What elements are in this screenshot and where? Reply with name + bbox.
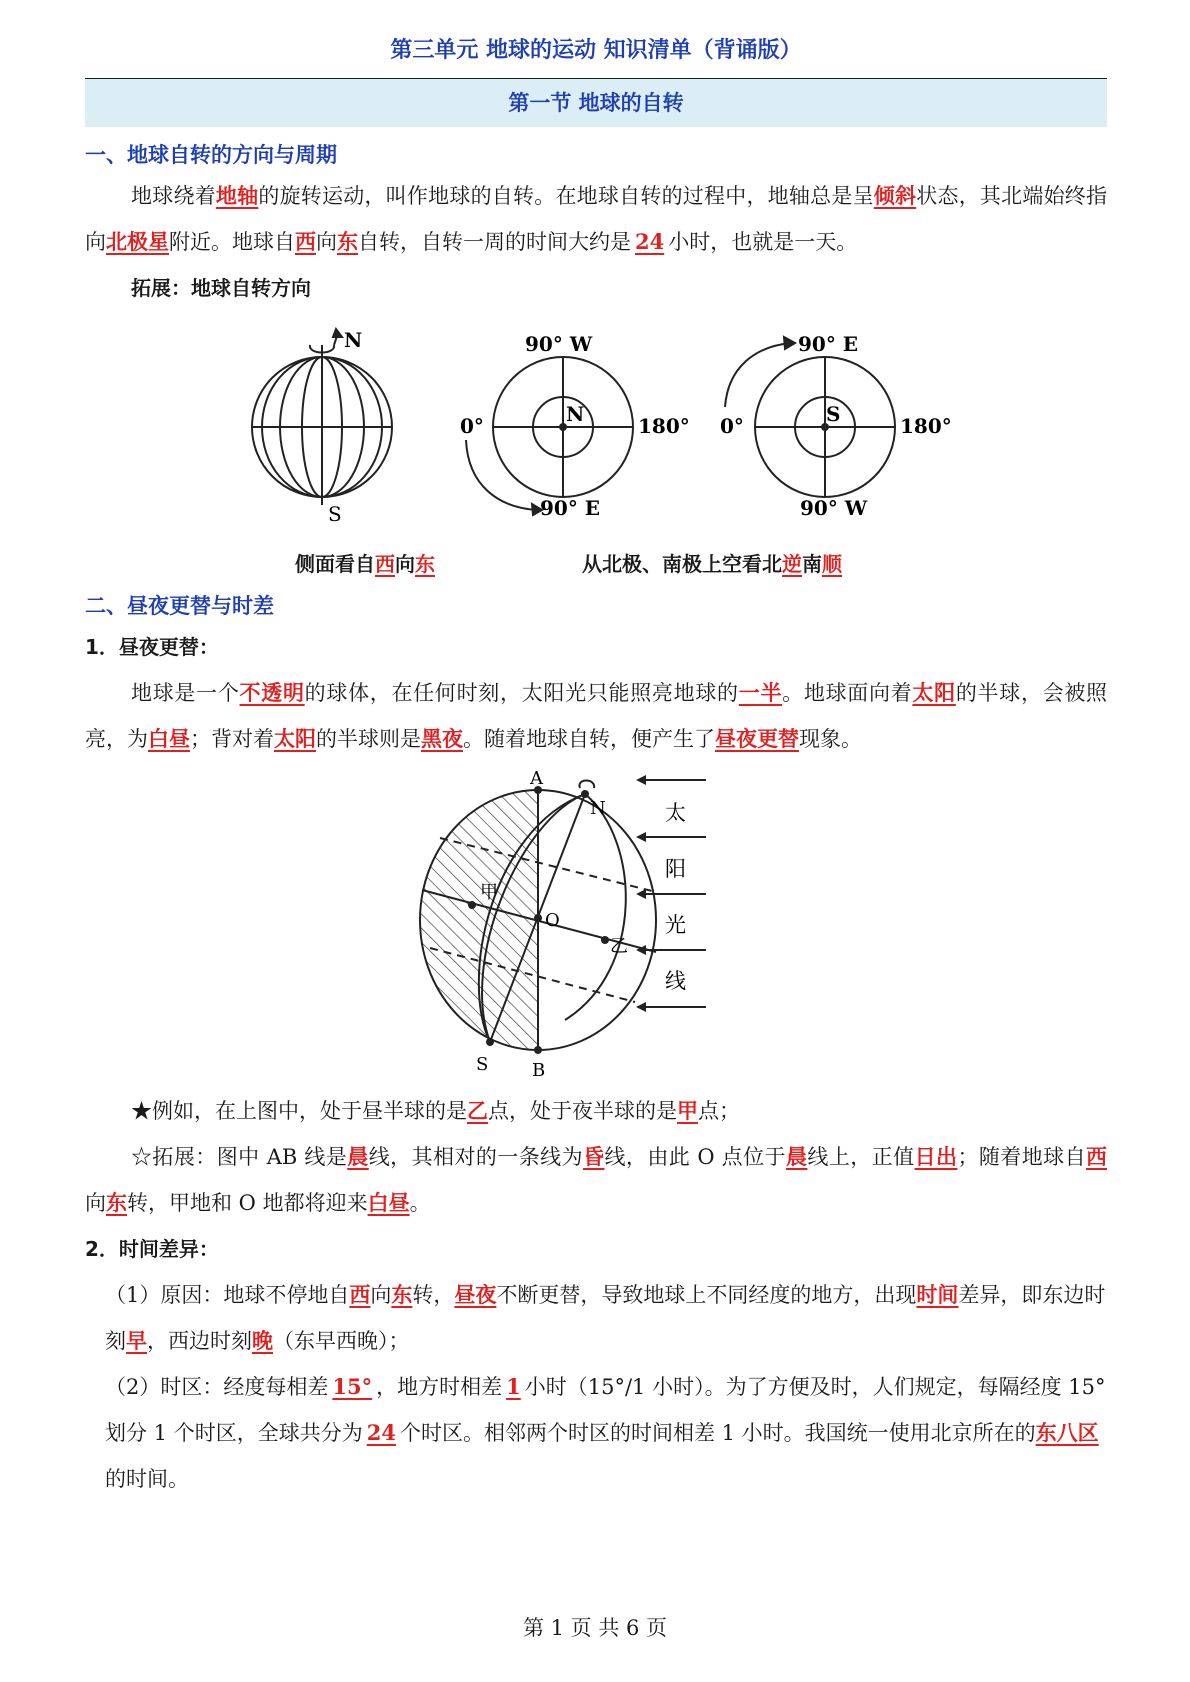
key-term: 西	[375, 552, 395, 576]
night-hemisphere	[420, 790, 538, 1050]
text: 小时，也就是一天。	[668, 230, 858, 254]
south-bottom-label: 90° W	[800, 496, 868, 520]
heading-rotation-direction: 一、地球自转的方向与周期	[85, 143, 337, 167]
page-footer: 第 1 页 共 6 页	[522, 1616, 668, 1640]
text: 侧面看自	[295, 552, 375, 576]
sunlight-char: 太	[665, 801, 686, 825]
subheading-day-night-cycle: 1．昼夜更替：	[85, 635, 219, 659]
point-s	[486, 1038, 494, 1046]
key-term: 昼夜	[454, 1282, 497, 1307]
text: 自转，自转一周的时间大约是	[358, 230, 631, 254]
text: 。地球面向着	[782, 681, 913, 705]
key-term: 西	[1086, 1144, 1108, 1169]
section-examples	[85, 1088, 1107, 1502]
subheading-time-difference: 2．时间差异：	[85, 1237, 219, 1261]
key-term: 日出	[914, 1144, 958, 1169]
text: 向	[85, 1191, 106, 1215]
paragraph-example	[85, 1088, 1107, 1134]
key-term: 西	[295, 229, 316, 254]
text: 点，处于夜半球的是	[488, 1099, 677, 1123]
key-term: 东	[415, 552, 435, 576]
key-term: 北极星	[106, 229, 169, 254]
text: 的旋转运动，叫作地球的自转。在地球自转的过程中，地轴总是呈	[258, 184, 874, 208]
label-s: S	[476, 1054, 489, 1075]
sunlight-char: 光	[665, 913, 686, 937]
south-pole-view	[725, 337, 895, 497]
north-bottom-label: 90° E	[540, 496, 601, 520]
label-b: B	[532, 1060, 546, 1081]
text: 南	[802, 552, 822, 576]
text: ；背对着	[190, 727, 274, 751]
point-n	[581, 790, 589, 798]
text: 向	[316, 230, 337, 254]
key-term: 东八区	[1035, 1420, 1099, 1445]
heading-day-night: 二、昼夜更替与时差	[85, 594, 274, 618]
north-left-label: 0°	[460, 414, 484, 438]
key-term: 早	[126, 1328, 147, 1353]
label-jia: 甲	[480, 882, 498, 903]
key-term: 西	[349, 1282, 371, 1307]
globe-south-label: S	[328, 502, 342, 526]
text: ，西边时刻	[147, 1329, 252, 1353]
north-pole-view	[466, 357, 633, 515]
text: 不断更替，导致地球上不同经度的地方，出现	[496, 1283, 917, 1307]
text: 地球绕着	[131, 184, 216, 208]
text: 转，甲地和 O 地都将迎来	[127, 1191, 368, 1215]
paragraph-cause	[85, 1272, 1107, 1364]
text: （1）原因：地球不停地自	[105, 1283, 350, 1307]
key-term: 不透明	[239, 680, 305, 705]
key-term: 地轴	[215, 183, 259, 208]
label-a: A	[530, 768, 543, 789]
key-term: 15°	[332, 1374, 373, 1399]
north-top-label: 90° W	[525, 332, 593, 356]
point-o	[534, 914, 542, 922]
text: 线，其相对的一条线为	[368, 1145, 584, 1169]
text: 。随着地球自转，便产生了	[463, 727, 715, 751]
paragraph-extension	[85, 1134, 1107, 1226]
text: 现象。	[799, 727, 862, 751]
label-o: O	[545, 910, 560, 931]
key-term: 晨	[347, 1144, 369, 1169]
key-term: 太阳	[912, 680, 956, 705]
key-term: 24	[635, 229, 665, 254]
key-term: 东	[106, 1190, 127, 1215]
globe-north-label: N	[344, 328, 363, 352]
day-night-figure	[400, 768, 780, 1081]
text: 的球体，在任何时刻，太阳光只能照亮地球的	[304, 681, 739, 705]
caption-side-view	[295, 548, 435, 577]
label-n: N	[590, 798, 606, 819]
text: （东早西晚）；	[273, 1329, 410, 1353]
section-title: 第一节 地球的自转	[85, 79, 1107, 127]
paragraph-day-night	[85, 670, 1107, 762]
text: 的时间。	[105, 1467, 189, 1491]
text: 点；	[698, 1099, 740, 1123]
key-term: 东	[337, 229, 358, 254]
text: 线，由此 O 点位于	[604, 1145, 786, 1169]
text: 。	[409, 1191, 431, 1215]
south-center-label: S	[826, 402, 841, 426]
text: 的半球则是	[316, 727, 421, 751]
key-term: 黑夜	[421, 726, 463, 751]
text: 小时（15°/1 小时）。为了方便及时，人们规定，每隔经度 15°划分 1 个时区，全球共分为	[105, 1375, 1106, 1445]
key-term: 乙	[467, 1098, 488, 1123]
key-term: 太阳	[274, 726, 316, 751]
sunlight-char: 线	[665, 969, 686, 993]
key-term: 逆	[782, 552, 802, 576]
paragraph-rotation	[85, 173, 1107, 265]
paragraph-time-zone	[85, 1364, 1107, 1502]
north-center-label: N	[566, 402, 585, 426]
extension-label: 拓展：地球自转方向	[131, 276, 311, 300]
sunlight-char: 阳	[665, 857, 686, 881]
text: （2）时区：经度每相差	[105, 1375, 329, 1399]
key-term: 白昼	[148, 726, 190, 751]
key-term: 时间	[916, 1282, 959, 1307]
caption-pole-view	[582, 548, 842, 577]
text: ，地方时相差	[376, 1375, 503, 1399]
rotation-direction-figure	[220, 325, 952, 526]
text: 个时区。相邻两个时区的时间相差 1 小时。我国统一使用北京所在的	[399, 1421, 1036, 1445]
key-term: 昼夜更替	[715, 726, 799, 751]
point-jia	[468, 901, 476, 909]
key-term: 晚	[252, 1328, 273, 1353]
text: 地球是一个	[131, 681, 240, 705]
key-term: 甲	[677, 1098, 698, 1123]
key-term: 东	[391, 1282, 413, 1307]
side-view-globe	[252, 329, 392, 505]
point-b	[534, 1046, 542, 1054]
key-term: 1	[506, 1374, 521, 1399]
north-right-label: 180°	[638, 414, 690, 438]
text: 线上，正值	[807, 1145, 915, 1169]
text: ☆拓展：图中 AB 线是	[131, 1145, 348, 1169]
text: 转，	[412, 1283, 455, 1307]
text: 差异，即东边时刻	[105, 1283, 1106, 1353]
key-term: 昏	[583, 1144, 605, 1169]
key-term: 24	[366, 1420, 396, 1445]
point-yi	[601, 936, 609, 944]
text: 向	[395, 552, 415, 576]
document-title: 第三单元 地球的运动 知识清单（背诵版）	[390, 38, 802, 63]
text: 状态，其北端始终指向	[85, 184, 1108, 254]
text: 附近。地球自	[169, 230, 295, 254]
south-top-label: 90° E	[798, 332, 859, 356]
label-yi: 乙	[610, 936, 628, 957]
south-right-label: 180°	[900, 414, 952, 438]
key-term: 倾斜	[873, 183, 917, 208]
text: 从北极、南极上空看北	[582, 552, 782, 576]
text: 向	[370, 1283, 392, 1307]
text: ★例如，在上图中，处于昼半球的是	[131, 1099, 467, 1123]
text: 的半球，会被照亮，为	[85, 681, 1108, 751]
south-left-label: 0°	[720, 414, 744, 438]
section-day-night	[85, 588, 1107, 762]
key-term: 一半	[738, 680, 783, 705]
document-page	[85, 0, 1107, 311]
text: ；随着地球自	[957, 1145, 1087, 1169]
key-term: 白昼	[367, 1190, 410, 1215]
key-term: 顺	[822, 552, 842, 576]
key-term: 晨	[785, 1144, 808, 1169]
